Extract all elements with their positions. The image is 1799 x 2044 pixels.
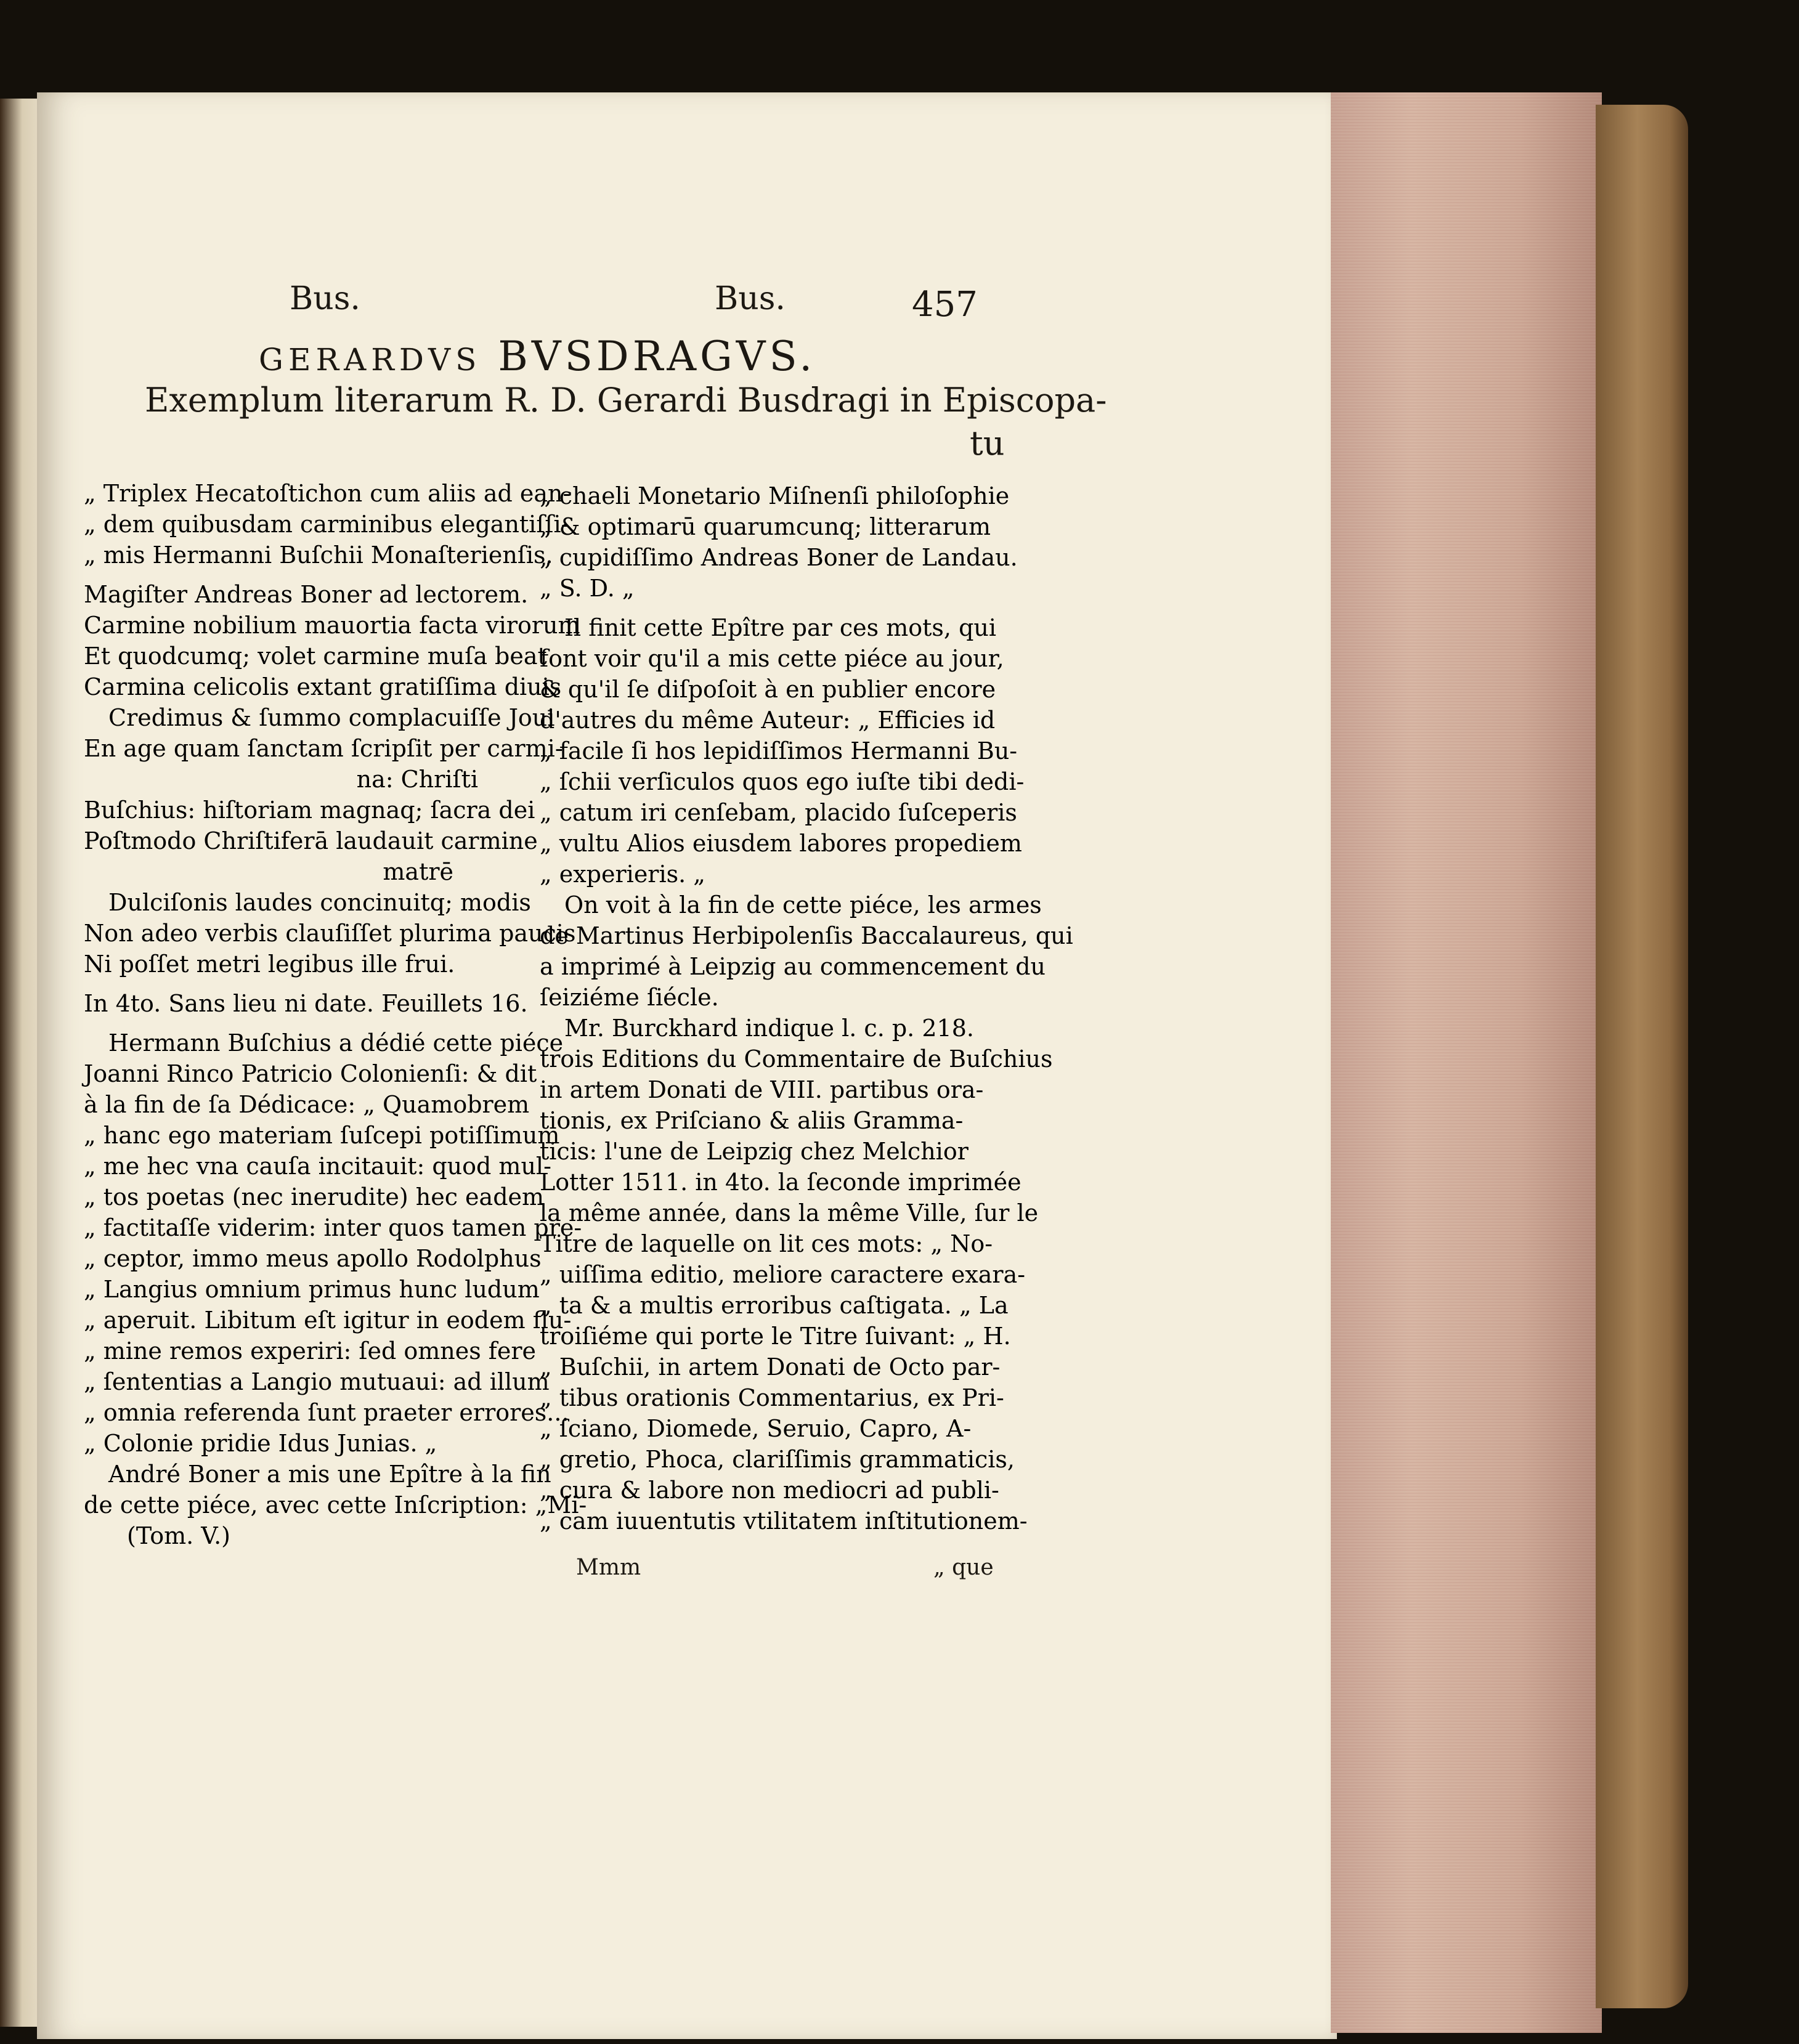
text-line: En age quam ſanctam ſcripſit per carmi- [84,735,563,762]
text-line: „ cupidiſſimo Andreas Boner de Landau. [540,544,1018,571]
text-line: „ mis Hermanni Buſchii Monaſterienſis. [84,541,553,569]
text-line: de Martinus Herbipolenſis Baccalaureus, qui [540,922,1073,949]
text-line: Mr. Burckhard indique l. c. p. 218. [564,1015,974,1042]
text-line: font voir qu'il a mis cette piéce au jour, [540,645,1004,672]
text-line: Poſtmodo Chriſtiferā laudauit carmine [84,827,538,854]
text-line: „ Triplex Hecatoſtichon cum aliis ad ean- [84,480,571,507]
text-line: Hermann Buſchius a dédié cette piéce [108,1029,564,1056]
text-line: „ Colonie pridie Idus Junias. „ [84,1430,437,1457]
text-line: „ me hec vna cauſa incitauit: quod mul- [84,1153,551,1180]
text-line: la même année, dans la même Ville, ſur le [540,1199,1039,1227]
text-line: troiſiéme qui porte le Titre ſuivant: „ H. [540,1323,1011,1350]
text-line: „ mine remos experiri: ſed omnes fere [84,1337,537,1365]
text-line: „ cura & labore non mediocri ad publi- [540,1477,999,1504]
text-line: Titre de laquelle on lit ces mots: „ No- [540,1230,993,1257]
text-line: „ ta & a multis erroribus caſtigata. „ La [540,1292,1009,1319]
text-line: ticis: l'une de Leipzig chez Melchior [540,1138,969,1165]
text-line: a imprimé à Leipzig au commencement du [540,953,1046,980]
running-head-left: Bus. [290,280,360,317]
text-line: Il finit cette Epître par ces mots, qui [564,614,997,641]
text-line: „ dem quibusdam carminibus elegantiſſi- [84,511,569,538]
text-line: „ Buſchii, in artem Donati de Octo par- [540,1353,1001,1381]
tome-footer: (Tom. V.) [127,1522,230,1549]
text-line: Buſchius: hiſtoriam magnaq; ſacra dei [84,797,535,824]
text-line: „ aperuit. Libitum eſt igitur in eodem flu- [84,1307,572,1334]
text-line: Et quodcumq; volet carmine muſa beat [84,643,547,670]
text-line: André Boner a mis une Epître à la fin [108,1461,551,1488]
signature-mark: Mmm [576,1555,641,1580]
text-line: „ Langius omnium primus hunc ludum [84,1276,540,1303]
running-head-center: Bus. [715,280,786,317]
right-column [540,481,1073,1536]
left-column [84,478,587,1551]
text-line: „ ceptor, immo meus apollo Rodolphus [84,1245,542,1272]
text-line: trois Editions du Commentaire de Buſchius [540,1045,1053,1073]
text-line: „ experieris. „ [540,861,705,888]
title-line-3: tu [970,424,1005,463]
text-line: ſeiziéme ſiécle. [540,984,719,1011]
book-cover-edge [1596,105,1688,2008]
text-line: tionis, ex Priſciano & aliis Gramma- [540,1107,964,1134]
text-line: & qu'il ſe diſpoſoit à en publier encore [540,676,996,703]
text-line: à la fin de ſa Dédicace: „ Quamobrem [84,1091,530,1118]
text-line: In 4to. Sans lieu ni date. Feuillets 16. [84,990,528,1017]
title-surname: BVSDRAGVS. [498,333,816,380]
text-line: „ catum iri cenſebam, placido ſuſceperis [540,799,1017,826]
text-line: matrē [383,858,453,885]
text-line: „ facile ſi hos lepidiſſimos Hermanni Bu- [540,737,1018,764]
title-line-1 [259,333,816,380]
text-line: „ hanc ego materiam ſuſcepi potiſſimum [84,1122,560,1149]
title-line-2: Exemplum literarum R. D. Gerardi Busdragi in Episcopa- [145,381,1107,420]
text-line: „ ſciano, Diomede, Seruio, Capro, A- [540,1415,972,1442]
text-line: „ factitaſſe viderim: inter quos tamen pre- [84,1214,582,1241]
text-line: na: Chriſti [356,766,478,793]
text-line: „ gretio, Phoca, clariſſimis grammaticis, [540,1446,1015,1473]
text-line: On voit à la fin de cette piéce, les armes [564,891,1042,919]
catchword: „ que [933,1555,994,1580]
title-first-name: GERARDVS [259,342,482,378]
text-line: „ uiſſima editio, meliore caractere exara- [540,1261,1026,1288]
text-line: Non adeo verbis clauſiſſet plurima paucis [84,920,576,947]
text-line: Magiſter Andreas Boner ad lectorem. [84,581,529,608]
text-line: „ tos poetas (nec ineruditе) hec eadem [84,1183,545,1211]
text-line: in artem Donati de VIII. partibus ora- [540,1076,984,1103]
text-line: „ omnia referenda ſunt praeter errores... [84,1399,569,1426]
text-line: „ chaeli Monetario Miſnenſi philoſophie [540,482,1010,509]
text-line: Dulciſonis laudes concinuitq; modis [108,889,531,916]
text-line: d'autres du même Auteur: „ Efficies id [540,707,996,734]
text-line: Ni poſſet metri legibus ille frui. [84,951,455,978]
text-line: Carmine nobilium mauortia facta virorum [84,612,580,639]
text-line: Credimus & ſummo complacuiſſe Joui [108,704,555,731]
text-line: „ vultu Alios eiusdem labores propediem [540,830,1022,857]
page-fore-edge [1331,92,1602,2033]
text-line: „ tibus orationis Commentarius, ex Pri- [540,1384,1004,1411]
text-line: „ cam iuuentutis vtilitatem inſtitutionem- [540,1507,1028,1535]
page-number: 457 [912,285,978,325]
text-line: „ ſententias a Langio mutuaui: ad illum [84,1368,550,1395]
text-line: Joanni Rinco Patricio Colonienſi: & dit [84,1060,537,1087]
text-line: „ S. D. „ [540,575,635,602]
text-line: Carmina celicolis extant gratiſſima diuis [84,673,562,700]
text-line: „ ſchii verſiculos quos ego iuſte tibi dedi- [540,768,1025,795]
text-line: de cette piéce, avec cette Inſcription: „Mi- [84,1491,587,1519]
text-line: Lotter 1511. in 4to. la ſeconde imprimée [540,1169,1021,1196]
text-line: „ & optimarū quarumcunq; litterarum [540,513,991,540]
